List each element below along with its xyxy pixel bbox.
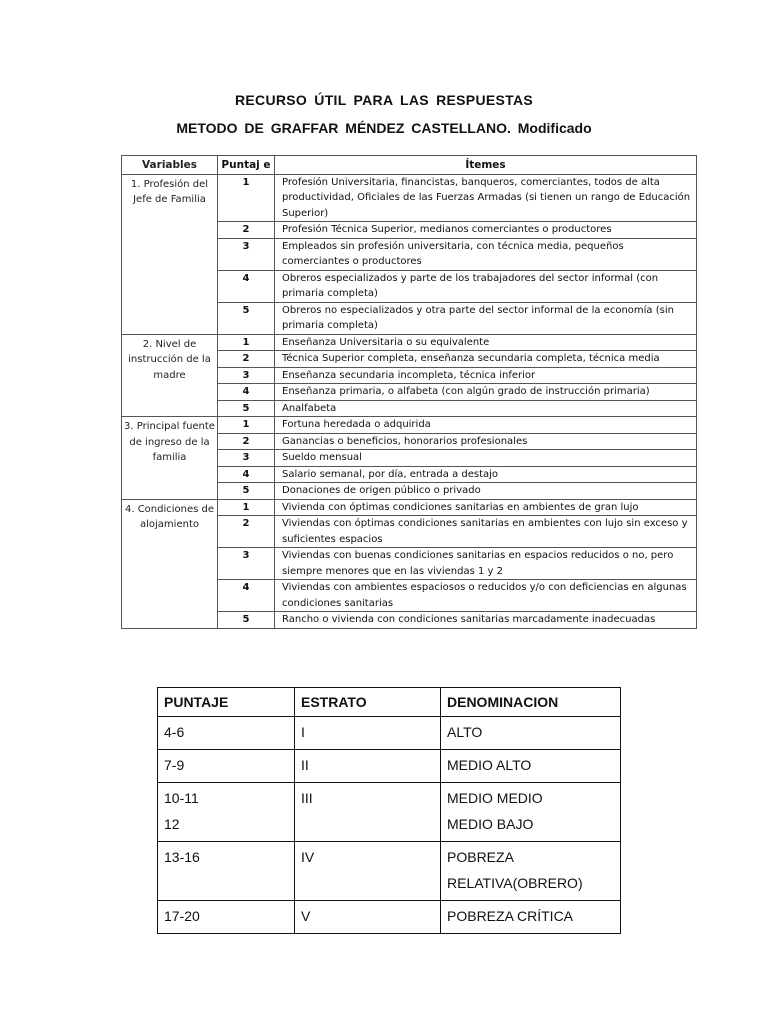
item-score: 4: [218, 270, 275, 302]
item-text: Profesión Universitaria, financistas, banqueros, comerciantes, todos de alta productividad, Oficiales de las Fuerzas Armadas (si tienen un rango de Educación Superior): [275, 174, 697, 222]
item-text: Obreros no especializados y otra parte del sector informal de la economía (sin primaria completa): [275, 302, 697, 334]
item-text: Donaciones de origen público o privado: [275, 483, 697, 500]
strata-denominacion-line: POBREZA: [447, 849, 514, 865]
strata-denominacion-line: MEDIO ALTO: [447, 757, 532, 773]
strata-denominacion: [441, 717, 621, 750]
strata-puntaje-line: 4-6: [164, 724, 185, 740]
item-score: 4: [218, 466, 275, 483]
graffar-body: [122, 174, 697, 628]
item-text: Vivienda con óptimas condiciones sanitarias en ambientes de gran lujo: [275, 499, 697, 516]
strata-estrato: V: [295, 901, 441, 934]
item-text: Viviendas con buenas condiciones sanitarias en espacios reducidos o no, pero siempre menores que en las viviendas 1 y 2: [275, 548, 697, 580]
strata-denominacion-line: ALTO: [447, 724, 483, 740]
item-score: 3: [218, 238, 275, 270]
item-score: 1: [218, 334, 275, 351]
item-score: 2: [218, 351, 275, 368]
item-score: 2: [218, 516, 275, 548]
item-text: Fortuna heredada o adquirida: [275, 417, 697, 434]
strata-estrato: II: [295, 750, 441, 783]
item-score: 2: [218, 222, 275, 239]
header-estrato: ESTRATO: [295, 688, 441, 717]
variable-name: 4. Condiciones de alojamiento: [122, 499, 218, 628]
item-text: Enseñanza Universitaria o su equivalente: [275, 334, 697, 351]
table-row: [158, 783, 621, 842]
table-row: [122, 174, 697, 222]
table-row: [158, 717, 621, 750]
item-score: 4: [218, 384, 275, 401]
strata-puntaje-line: 17-20: [164, 908, 200, 924]
item-text: Viviendas con ambientes espaciosos o reducidos y/o con deficiencias en algunas condiciones sanitarias: [275, 580, 697, 612]
strata-puntaje-line: 13-16: [164, 849, 200, 865]
graffar-header-row: [122, 156, 697, 175]
strata-estrato: IV: [295, 842, 441, 901]
strata-header-row: [158, 688, 621, 717]
item-score: 1: [218, 417, 275, 434]
header-puntaje: Puntaj e: [218, 156, 275, 175]
strata-body: [158, 717, 621, 934]
item-text: Salario semanal, por día, entrada a destajo: [275, 466, 697, 483]
graffar-table: [121, 155, 697, 629]
variable-name: 3. Principal fuente de ingreso de la familia: [122, 417, 218, 500]
header-variables: Variables: [122, 156, 218, 175]
variable-name: 1. Profesión del Jefe de Familia: [122, 174, 218, 334]
strata-denominacion: [441, 901, 621, 934]
item-score: 5: [218, 483, 275, 500]
item-text: Obreros especializados y parte de los trabajadores del sector informal (con primaria completa): [275, 270, 697, 302]
table-row: [158, 901, 621, 934]
strata-denominacion-line: POBREZA CRÍTICA: [447, 908, 574, 924]
item-score: 3: [218, 548, 275, 580]
strata-puntaje: [158, 717, 295, 750]
item-text: Analfabeta: [275, 400, 697, 417]
strata-estrato: I: [295, 717, 441, 750]
item-text: Sueldo mensual: [275, 450, 697, 467]
strata-puntaje: [158, 783, 295, 842]
table-row: [158, 842, 621, 901]
item-score: 2: [218, 433, 275, 450]
item-score: 5: [218, 400, 275, 417]
strata-estrato: III: [295, 783, 441, 842]
item-text: Técnica Superior completa, enseñanza secundaria completa, técnica media: [275, 351, 697, 368]
strata-denominacion: [441, 842, 621, 901]
item-text: Enseñanza primaria, o alfabeta (con algún grado de instrucción primaria): [275, 384, 697, 401]
strata-denominacion-line: RELATIVA(OBRERO): [447, 875, 583, 891]
item-text: Rancho o vivienda con condiciones sanitarias marcadamente inadecuadas: [275, 612, 697, 629]
table-row: [122, 417, 697, 434]
strata-puntaje-line: 10-11: [164, 790, 199, 806]
variable-name: 2. Nivel de instrucción de la madre: [122, 334, 218, 417]
item-text: Viviendas con óptimas condiciones sanitarias en ambientes con lujo sin exceso y suficientes espacios: [275, 516, 697, 548]
strata-puntaje: [158, 842, 295, 901]
strata-puntaje-line: 7-9: [164, 757, 185, 773]
table-row: [122, 334, 697, 351]
item-score: 5: [218, 612, 275, 629]
header-puntaje-strata: PUNTAJE: [158, 688, 295, 717]
strata-table: [157, 687, 621, 934]
header-items: Ítemes: [275, 156, 697, 175]
document-title: RECURSO ÚTIL PARA LAS RESPUESTAS: [235, 92, 533, 108]
item-text: Ganancias o beneficios, honorarios profesionales: [275, 433, 697, 450]
strata-denominacion-line: MEDIO BAJO: [447, 816, 534, 832]
item-score: 3: [218, 450, 275, 467]
item-text: Enseñanza secundaria incompleta, técnica inferior: [275, 367, 697, 384]
strata-puntaje: [158, 750, 295, 783]
strata-puntaje: [158, 901, 295, 934]
item-score: 1: [218, 499, 275, 516]
item-text: Empleados sin profesión universitaria, con técnica media, pequeños comerciantes o productores: [275, 238, 697, 270]
item-score: 1: [218, 174, 275, 222]
strata-denominacion-line: MEDIO MEDIO: [447, 790, 543, 806]
header-denominacion: DENOMINACION: [441, 688, 621, 717]
item-text: Profesión Técnica Superior, medianos comerciantes o productores: [275, 222, 697, 239]
item-score: 5: [218, 302, 275, 334]
strata-puntaje-line: 12: [164, 816, 180, 832]
document-subtitle: METODO DE GRAFFAR MÉNDEZ CASTELLANO. Modificado: [176, 120, 592, 136]
strata-denominacion: [441, 783, 621, 842]
table-row: [158, 750, 621, 783]
table-row: [122, 499, 697, 516]
item-score: 4: [218, 580, 275, 612]
strata-denominacion: [441, 750, 621, 783]
item-score: 3: [218, 367, 275, 384]
